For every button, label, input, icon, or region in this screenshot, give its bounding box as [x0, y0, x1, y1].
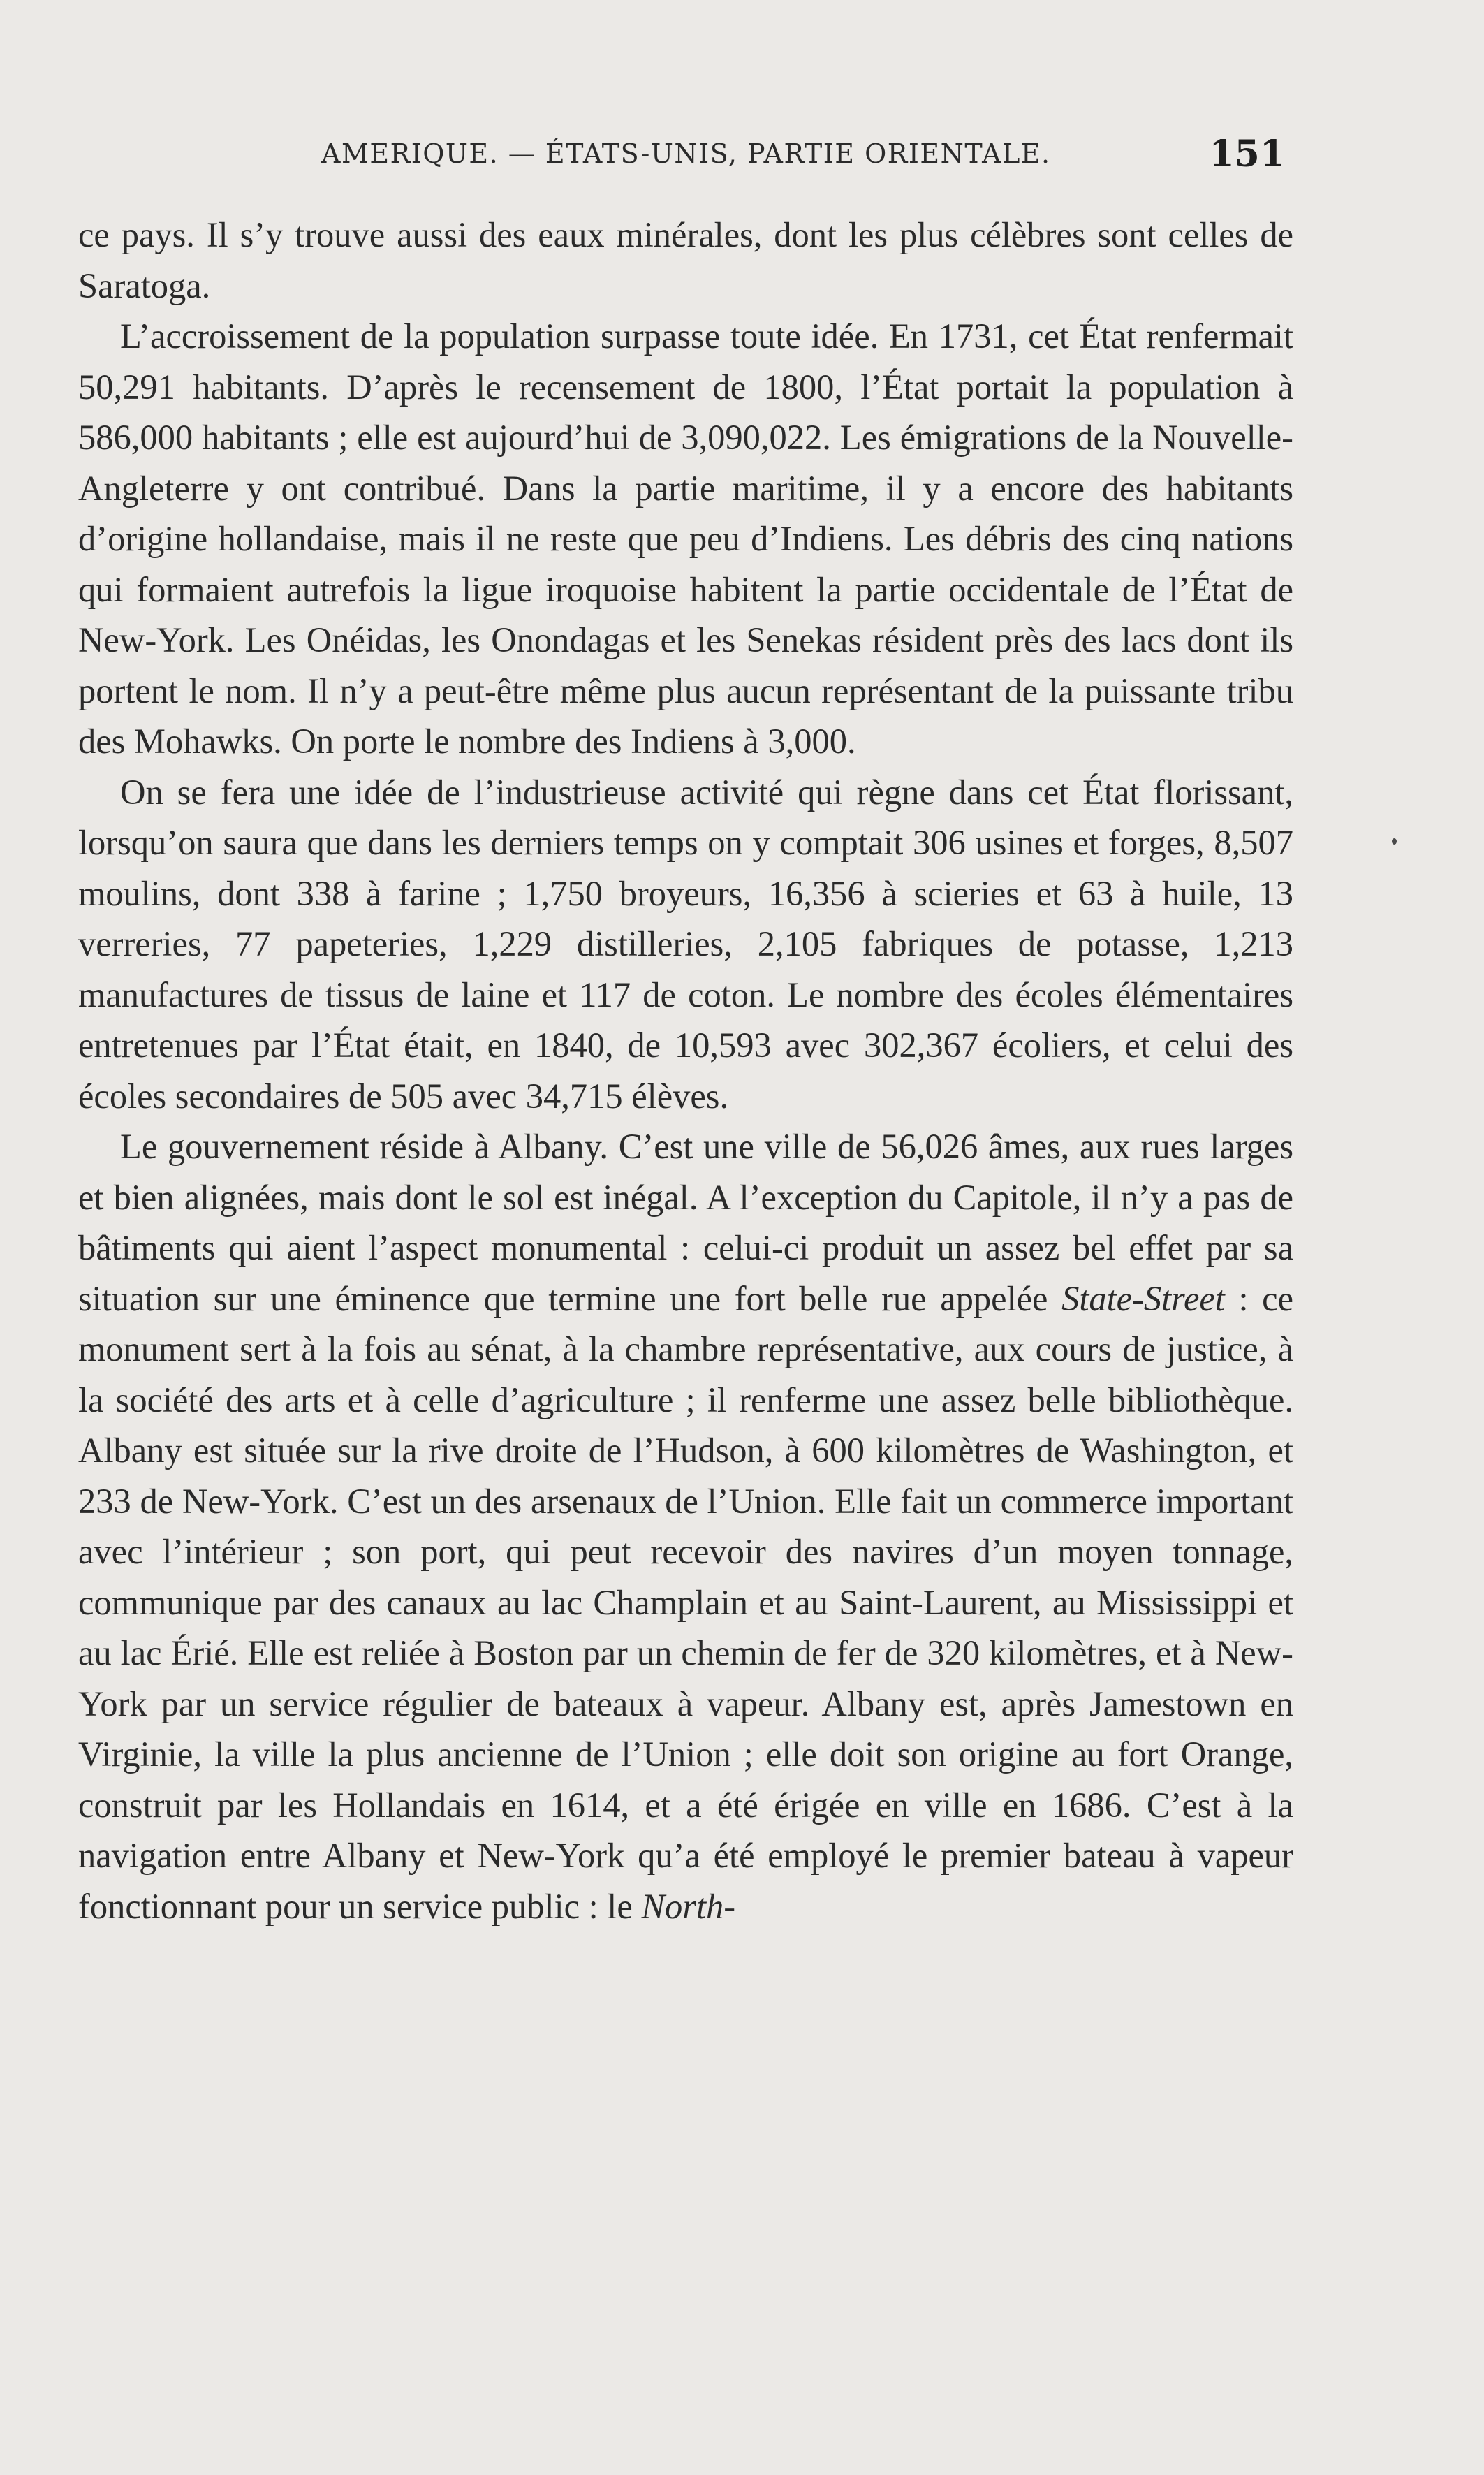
paragraph-text: Le gouvernement réside à Albany. C’est une ville de 56,026 âmes, aux rues larges et bien alignées, mais dont le sol est inégal. A l’exception du Capitole, il n’y a pas de bâtiments qui aient l’aspect monumental : celui-ci produit un assez bel effet par sa situation sur une éminence que termine une fort belle rue appelée	[78, 1127, 1293, 1318]
paragraph-4	[78, 1121, 1293, 1932]
body-text	[78, 210, 1293, 1932]
paragraph-3	[78, 767, 1293, 1122]
paragraph-2	[78, 311, 1293, 767]
boat-name: North-	[641, 1886, 736, 1926]
paragraph-1	[78, 210, 1293, 311]
paragraph-text: L’accroissement de la population surpasse toute idée. En 1731, cet État renfermait 50,291 habitants. D’après le recensement de 1800, l’État portait la population à 586,000 habitants ; elle est aujourd’hui de 3,090,022. Les émigrations de la Nouvelle-Angleterre y ont contribué. Dans la partie maritime, il y a encore des habitants d’origine hollandaise, mais il ne reste que peu d’Indiens. Les débris des cinq nations qui formaient autrefois la ligue iroquoise habitent la partie occidentale de l’État de New-York. Les Onéidas, les Onondagas et les Senekas résident près des lacs dont ils portent le nom. Il n’y a peut-être même plus aucun représentant de la puissante tribu des Mohawks. On porte le nombre des Indiens à 3,000.	[78, 316, 1293, 761]
ink-speck	[1392, 838, 1397, 845]
paragraph-text: ce pays. Il s’y trouve aussi des eaux minérales, dont les plus célèbres sont celles de Saratoga.	[78, 215, 1293, 305]
paragraph-text: : ce monument sert à la fois au sénat, à la chambre représentative, aux cours de justice, à la société des arts et à celle d’agriculture ; il renferme une assez belle bibliothèque. Albany est située sur la rive droite de l’Hudson, à 600 kilomètres de Washington, et 233 de New-York. C’est un des arsenaux de l’Union. Elle fait un commerce important avec l’intérieur ; son port, qui peut recevoir des navires d’un moyen tonnage, communique par des canaux au lac Champlain et au Saint-Laurent, au Mississippi et au lac Érié. Elle est reliée à Boston par un chemin de fer de 320 kilomètres, et à New-York par un service régulier de bateaux à vapeur. Albany est, après Jamestown en Virginie, la ville la plus ancienne de l’Union ; elle doit son origine au fort Orange, construit par les Hollandais en 1614, et a été érigée en ville en 1686. C’est à la navigation entre Albany et New-York qu’a été employé le premier bateau à vapeur fonctionnant pour un service public : le	[78, 1278, 1293, 1926]
street-name: State-Street	[1061, 1278, 1225, 1318]
paragraph-text: On se fera une idée de l’industrieuse activité qui règne dans cet État florissant, lorsqu’on saura que dans les derniers temps on y comptait 306 usines et forges, 8,507 moulins, dont 338 à farine ; 1,750 broyeurs, 16,356 à scieries et 63 à huile, 13 verreries, 77 papeteries, 1,229 distilleries, 2,105 fabriques de potasse, 1,213 manufactures de tissus de laine et 117 de coton. Le nombre des écoles élémentaires entretenues par l’État était, en 1840, de 10,593 avec 302,367 écoliers, et celui des écoles secondaires de 505 avec 34,715 élèves.	[78, 772, 1293, 1116]
page-header	[84, 133, 1285, 182]
page-number: 151	[1209, 133, 1285, 175]
running-title: AMERIQUE. — ÉTATS-UNIS, PARTIE ORIENTALE.	[321, 138, 1051, 169]
